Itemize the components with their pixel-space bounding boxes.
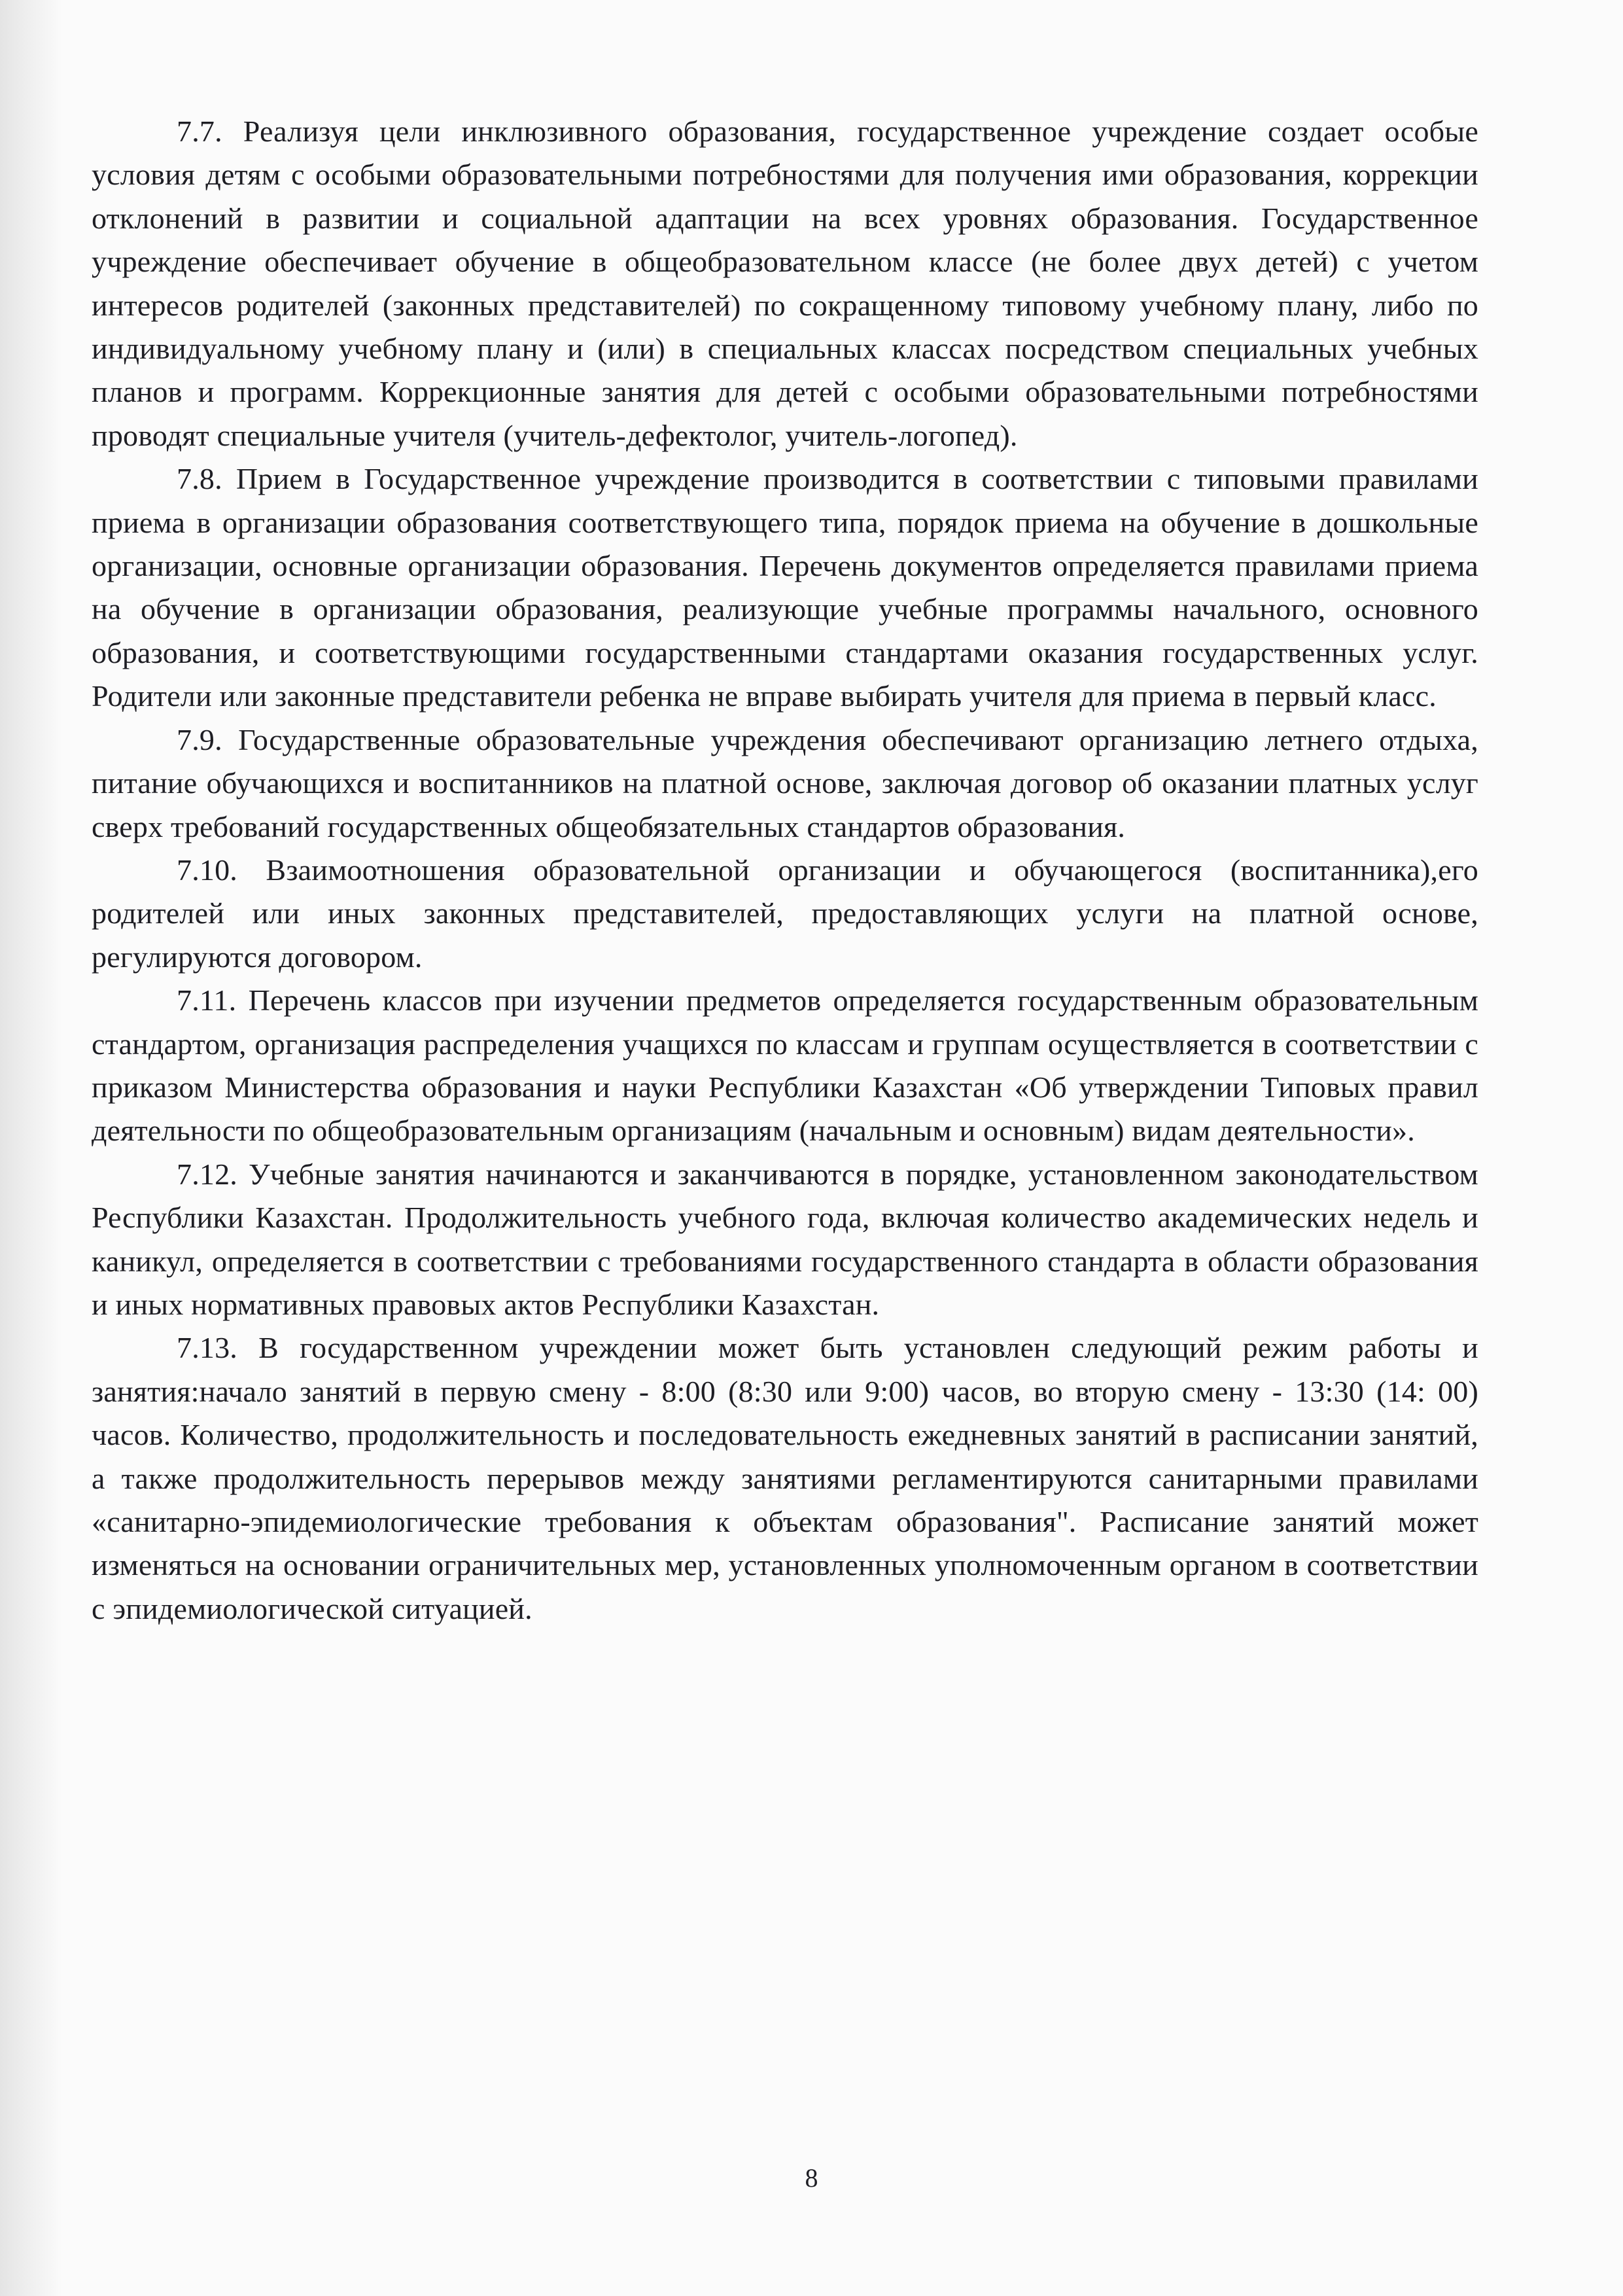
paragraph-7-7: 7.7. Реализуя цели инклюзивного образования, государственное учреждение создает особые условия детям с особыми образовательными потребностями для получения ими образования, коррекции отклонений в развитии и социальной адаптации на всех уровнях образования. Государственное учреждение обеспечивает обучение в общеобразовательном классе (не более двух детей) с учетом интересов родителей (законных представителей) по сокращенному типовому учебному плану, либо по индивидуальному учебному плану и (или) в специальных классах посредством специальных учебных планов и программ. Коррекционные занятия для детей с особыми образовательными потребностями проводят специальные учителя (учитель-дефектолог, учитель-логопед). xyxy=(92,115,1478,452)
paragraph-7-11: 7.11. Перечень классов при изучении предметов определяется государственным образовательным стандартом, организация распределения учащихся по классам и группам осуществляется в соответствии с приказом Министерства образования и науки Республики Казахстан «Об утверждении Типовых правил деятельности по общеобразовательным организациям (начальным и основным) видам деятельности». xyxy=(92,983,1478,1148)
paragraph-7-10: 7.10. Взаимоотношения образовательной организации и обучающегося (воспитанника),его родителей или иных законных представителей, предоставляющих услуги на платной основе, регулируются договором. xyxy=(92,853,1478,974)
scan-edge-shadow xyxy=(0,0,62,2296)
page-number: 8 xyxy=(805,2163,818,2193)
paragraph-7-13: 7.13. В государственном учреждении может быть установлен следующий режим работы и занятия:начало занятий в первую смену - 8:00 (8:30 или 9:00) часов, во вторую смену - 13:30 (14: 00) часов. Количество, продолжительность и последовательность ежедневных занятий в расписании занятий, а также продолжительность перерывов между занятиями регламентируются санитарными правилами «санитарно-эпидемиологические требования к объектам образования". Расписание занятий может изменяться на основании ограничительных мер, установленных уполномоченным органом в соответствии с эпидемиологической ситуацией. xyxy=(92,1331,1478,1625)
paragraph-7-12: 7.12. Учебные занятия начинаются и заканчиваются в порядке, установленном законодательством Республики Казахстан. Продолжительность учебного года, включая количество академических недель и каникул, определяется в соответствии с требованиями государственного стандарта в области образования и иных нормативных правовых актов Республики Казахстан. xyxy=(92,1157,1478,1321)
document-body xyxy=(92,110,1478,1631)
paragraph-7-8: 7.8. Прием в Государственное учреждение производится в соответствии с типовыми правилами приема в организации образования соответствующего типа, порядок приема на обучение в дошкольные организации, основные организации образования. Перечень документов определяется правилами приема на обучение в организации образования, реализующие учебные программы начального, основного образования, и соответствующими государственными стандартами оказания государственных услуг. Родители или законные представители ребенка не вправе выбирать учителя для приема в первый класс. xyxy=(92,462,1478,713)
paragraph-7-9: 7.9. Государственные образовательные учреждения обеспечивают организацию летнего отдыха, питание обучающихся и воспитанников на платной основе, заключая договор об оказании платных услуг сверх требований государственных общеобязательных стандартов образования. xyxy=(92,722,1478,843)
